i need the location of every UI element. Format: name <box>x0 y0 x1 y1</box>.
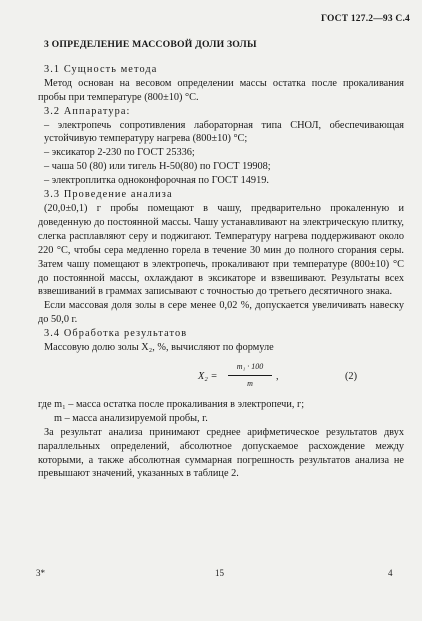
footer-left: 3* <box>36 568 45 578</box>
formula-numerator: m₁ · 100 <box>228 360 272 376</box>
footer-page-number: 15 <box>215 568 224 578</box>
formula-denominator: m <box>247 378 253 388</box>
equipment-item: – эксикатор 2-230 по ГОСТ 25336; <box>44 147 195 159</box>
section-title: 3 ОПРЕДЕЛЕНИЕ МАССОВОЙ ДОЛИ ЗОЛЫ <box>44 39 257 50</box>
subsection-3-2-title: 3.2 Аппаратура: <box>44 105 131 117</box>
subsection-3-1-title: 3.1 Сущность метода <box>44 63 158 75</box>
page-content <box>38 38 404 481</box>
formula-comma: , <box>276 370 279 382</box>
procedure-note: Если массовая доля золы в сере менее 0,02 %, допускается увеличивать навеску до 50,0 г. <box>38 300 404 326</box>
formula-fraction <box>228 360 272 391</box>
formula-lhs: X₂ = <box>198 370 218 382</box>
result-text: За результат анализа принимают среднее арифметическое результатов двух параллельных определений, абсолютное допускаемое расхождение между которыми, а также абсолютная суммарная погрешность результатов анализа не превышают значений, указанных в таблице 2. <box>38 426 404 480</box>
variable-definition: где m₁ – масса остатка после прокаливания в электропечи, г; <box>38 398 305 410</box>
formula-number: (2) <box>345 370 358 382</box>
subsection-3-1-text: Метод основан на весовом определении массы остатка после прокаливания пробы при температуре (800±10) °С. <box>38 77 404 103</box>
formula-intro: Массовую долю золы X₂, %, вычисляют по формуле <box>44 342 274 354</box>
variable-definition: m – масса анализируемой пробы, г. <box>54 412 208 424</box>
equipment-item: – чаша 50 (80) или тигель Н-50(80) по ГОСТ 19908; <box>44 161 271 173</box>
equipment-item: – электроплитка одноконфорочная по ГОСТ 14919. <box>44 175 269 187</box>
footer-right: 4 <box>388 568 393 578</box>
procedure-text: (20,0±0,1) г пробы помещают в чашу, предварительно прокаленную и доведенную до постоянной массы. Чашу устанавливают на электрическую плитку, слегка расплавляют серу и поджигают. Температуру нагрева поддерживают около 220 °С, чтобы сера медленно горела в течение 30 мин до полного сгорания серы. Затем чашу помещают в электропечь, прокаливают при температуре (800±10) °С до постоянной массы, охлаждают в эксикаторе и взвешивают. Результаты всех взвешиваний в граммах записывают с точностью до третьего десятичного знака. <box>38 202 404 298</box>
formula <box>38 360 404 394</box>
page-header: ГОСТ 127.2—93 С.4 <box>320 14 410 24</box>
subsection-3-3-title: 3.3 Проведение анализа <box>44 189 173 201</box>
equipment-item: – электропечь сопротивления лабораторная типа СНОЛ, обеспечивающая устойчивую температуру нагрева (800±10) °С; <box>44 119 404 145</box>
subsection-3-4-title: 3.4 Обработка результатов <box>44 328 188 340</box>
